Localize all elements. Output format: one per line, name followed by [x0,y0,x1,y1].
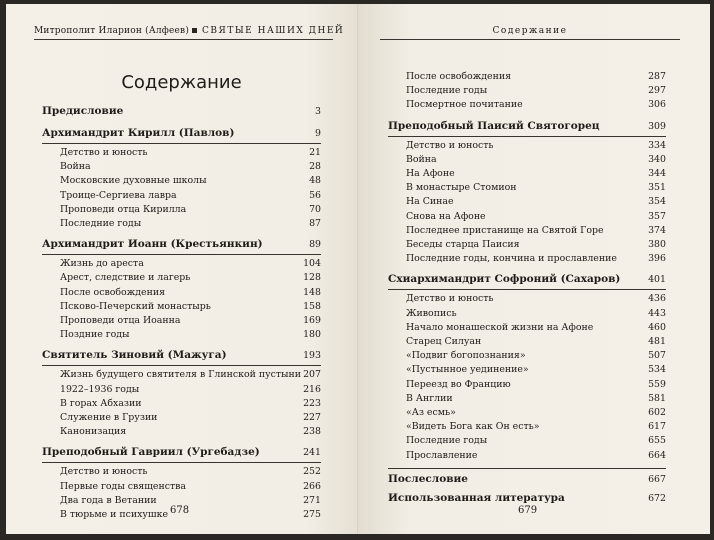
item-label: Детство и юность [406,293,494,305]
item-label: Московские духовные школы [60,175,207,187]
item-label: Канонизация [60,426,127,438]
item-label: Детство и юность [60,147,148,158]
item-label: Снова на Афоне [406,210,486,222]
toc-item[interactable] [388,98,666,112]
item-label: Война [60,161,91,173]
item-page: 443 [648,307,666,319]
toc-item[interactable] [388,349,666,363]
item-label: После освобождения [60,286,166,298]
left-page [6,4,358,534]
item-label: Живопись [406,307,457,319]
section-page: 9 [315,128,321,139]
item-page: 664 [648,449,666,461]
toc-item[interactable] [388,307,666,321]
item-label: На Афоне [406,168,455,180]
entry-label: Послесловие [388,472,468,485]
square-bullet-icon [192,28,197,33]
toc-item[interactable] [42,286,321,300]
toc-item[interactable] [42,271,321,285]
toc-item[interactable] [42,425,321,439]
item-label: Первые годы священства [60,480,187,492]
item-page: 207 [303,369,321,381]
section-page: 401 [648,274,666,286]
item-label: 1922–1936 годы [60,383,140,395]
section-title: Преподобный Паисий Святогорец [388,119,600,132]
item-page: 357 [648,210,666,222]
item-page: 223 [303,397,321,409]
item-label: Арест, следствие и лагерь [60,272,191,284]
item-page: 21 [309,147,321,158]
toc-item[interactable] [388,392,666,406]
item-page: 70 [309,203,321,215]
item-page: 655 [648,435,666,447]
toc-item[interactable] [42,314,321,328]
item-label: В монастыре Стомион [406,182,517,194]
entry-page: 3 [315,106,321,117]
item-label: Служение в Грузии [60,412,158,424]
section-title: Архимандрит Кирилл (Павлов) [42,127,235,139]
toc-item[interactable] [42,328,321,342]
item-label: Прославление [406,449,478,461]
toc-section [42,125,321,231]
right-page [358,4,710,534]
item-label: Война [406,153,437,165]
toc-section [388,271,666,462]
item-page: 617 [648,421,666,433]
item-page: 380 [648,239,666,251]
toc-entry-afterword[interactable] [388,468,666,488]
running-head-right: Содержание [380,26,680,40]
toc-item[interactable] [388,434,666,448]
item-label: «Видеть Бога как Он есть» [406,421,540,433]
toc-item[interactable] [388,139,666,153]
running-head-book: СВЯТЫЕ НАШИХ ДНЕЙ [202,26,345,36]
item-label: На Синае [406,196,454,208]
item-page: 104 [303,258,321,270]
item-label: В Англии [406,392,453,404]
toc-item[interactable] [42,203,321,217]
item-label: Два года в Ветании [60,494,157,506]
item-page: 87 [309,218,321,230]
toc-item[interactable] [388,406,666,420]
item-label: Старец Силуан [406,336,482,348]
toc-section [388,118,666,267]
toc-item[interactable] [388,378,666,392]
item-label: Проповеди отца Кирилла [60,203,187,215]
item-label: Последние годы, кончина и прославление [406,253,617,265]
toc-item[interactable] [388,210,666,224]
item-page: 559 [648,378,666,390]
toc-item[interactable] [388,363,666,377]
toc-section [42,347,321,439]
item-page: 48 [309,175,321,187]
item-label: Переезд во Францию [406,378,511,390]
item-label: «Аз есмь» [406,407,456,419]
toc-item[interactable] [42,146,321,160]
toc-item[interactable] [388,335,666,349]
item-page: 238 [303,426,321,438]
toc-item[interactable] [388,420,666,434]
item-page: 481 [648,336,666,348]
toc-right [388,70,666,507]
item-page: 252 [303,466,321,478]
toc-item[interactable] [42,300,321,314]
section-heading[interactable] [388,271,666,290]
item-label: Проповеди отца Иоанна [60,315,181,327]
item-label: В тюрьме и психушке [60,509,169,521]
section-page: 193 [303,350,321,362]
item-label: Посмертное почитание [406,99,523,111]
item-label: Последние годы [60,218,142,230]
toc-section [42,236,321,342]
item-page: 227 [303,412,321,424]
item-label: Последнее пристанище на Святой Горе [406,224,604,236]
page-number-right: 679 [518,505,538,516]
item-page: 581 [648,392,666,404]
toc-item[interactable] [388,224,666,238]
toc-item[interactable] [388,167,666,181]
running-head-left [34,26,345,40]
toc-item[interactable] [42,480,321,494]
toc-item[interactable] [388,70,666,84]
toc-item[interactable] [388,252,666,266]
item-label: Жизнь будущего святителя в Глинской пустыни [60,369,301,381]
item-label: Троице-Сергиева лавра [60,189,177,201]
toc-item[interactable] [388,449,666,463]
item-page: 396 [648,253,666,265]
section-page: 89 [309,239,321,251]
section-heading[interactable] [42,236,321,255]
section-heading[interactable] [42,125,321,144]
toc-item[interactable] [42,217,321,231]
section-title: Святитель Зиновий (Мажуга) [42,349,227,362]
item-page: 374 [648,224,666,236]
item-page: 340 [648,153,666,165]
item-label: Последние годы [406,85,488,97]
toc-item[interactable] [42,174,321,188]
toc-item[interactable] [42,465,321,479]
item-page: 216 [303,383,321,395]
section-heading[interactable] [388,118,666,137]
item-page: 28 [309,161,321,173]
toc-title: Содержание [121,72,242,93]
item-label: Поздние годы [60,329,130,341]
item-label: «Подвиг богопознания» [406,350,526,362]
section-title: Схиархимандрит Софроний (Сахаров) [388,273,621,286]
section-heading[interactable] [42,347,321,366]
item-page: 56 [309,189,321,201]
item-page: 169 [303,315,321,327]
item-page: 306 [648,99,666,111]
toc-item[interactable] [388,153,666,167]
item-page: 460 [648,321,666,333]
item-page: 271 [303,494,321,506]
toc-item[interactable] [42,257,321,271]
item-page: 602 [648,407,666,419]
toc-item[interactable] [388,321,666,335]
page-number-left: 678 [170,505,190,516]
item-label: В горах Абхазии [60,397,142,409]
item-page: 354 [648,196,666,208]
toc-item[interactable] [42,383,321,397]
section-heading[interactable] [42,444,321,463]
toc-item[interactable] [388,238,666,252]
item-label: «Пустынное уединение» [406,364,529,376]
item-page: 128 [303,272,321,284]
item-page: 534 [648,364,666,376]
entry-label: Использованная литература [388,491,565,504]
item-label: Жизнь до ареста [60,258,144,270]
item-label: Детство и юность [406,139,494,151]
item-label: Последние годы [406,435,488,447]
item-page: 180 [303,329,321,341]
item-page: 351 [648,182,666,194]
item-label: Начало монашеской жизни на Афоне [406,321,594,333]
toc-item[interactable] [388,84,666,98]
toc-item[interactable] [42,189,321,203]
item-page: 148 [303,286,321,298]
toc-item[interactable] [388,195,666,209]
section-page: 309 [648,120,666,132]
item-label: Детство и юность [60,466,148,478]
item-label: Псково-Печерский монастырь [60,300,211,312]
toc-item[interactable] [388,292,666,306]
item-page: 344 [648,168,666,180]
item-page: 275 [303,509,321,521]
item-page: 507 [648,350,666,362]
item-page: 334 [648,139,666,151]
section-title: Преподобный Гавриил (Ургебадзе) [42,446,260,459]
entry-label: Предисловие [42,105,124,117]
toc-item[interactable] [42,411,321,425]
item-page: 436 [648,293,666,305]
toc-entry-preface[interactable] [42,103,321,120]
entry-page: 667 [648,473,666,485]
item-label: Беседы старца Паисия [406,239,520,251]
toc-item[interactable] [42,160,321,174]
item-page: 266 [303,480,321,492]
item-page: 287 [648,71,666,82]
toc-item[interactable] [388,181,666,195]
toc-item[interactable] [42,397,321,411]
section-title: Архимандрит Иоанн (Крестьянкин) [42,238,263,251]
item-label: После освобождения [406,71,512,82]
toc-item[interactable] [42,368,321,382]
toc-left [42,98,321,522]
item-page: 297 [648,85,666,97]
running-head-author: Митрополит Иларион (Алфеев) [34,26,190,36]
entry-page: 672 [648,492,666,504]
section-page: 241 [303,447,321,459]
item-page: 158 [303,300,321,312]
